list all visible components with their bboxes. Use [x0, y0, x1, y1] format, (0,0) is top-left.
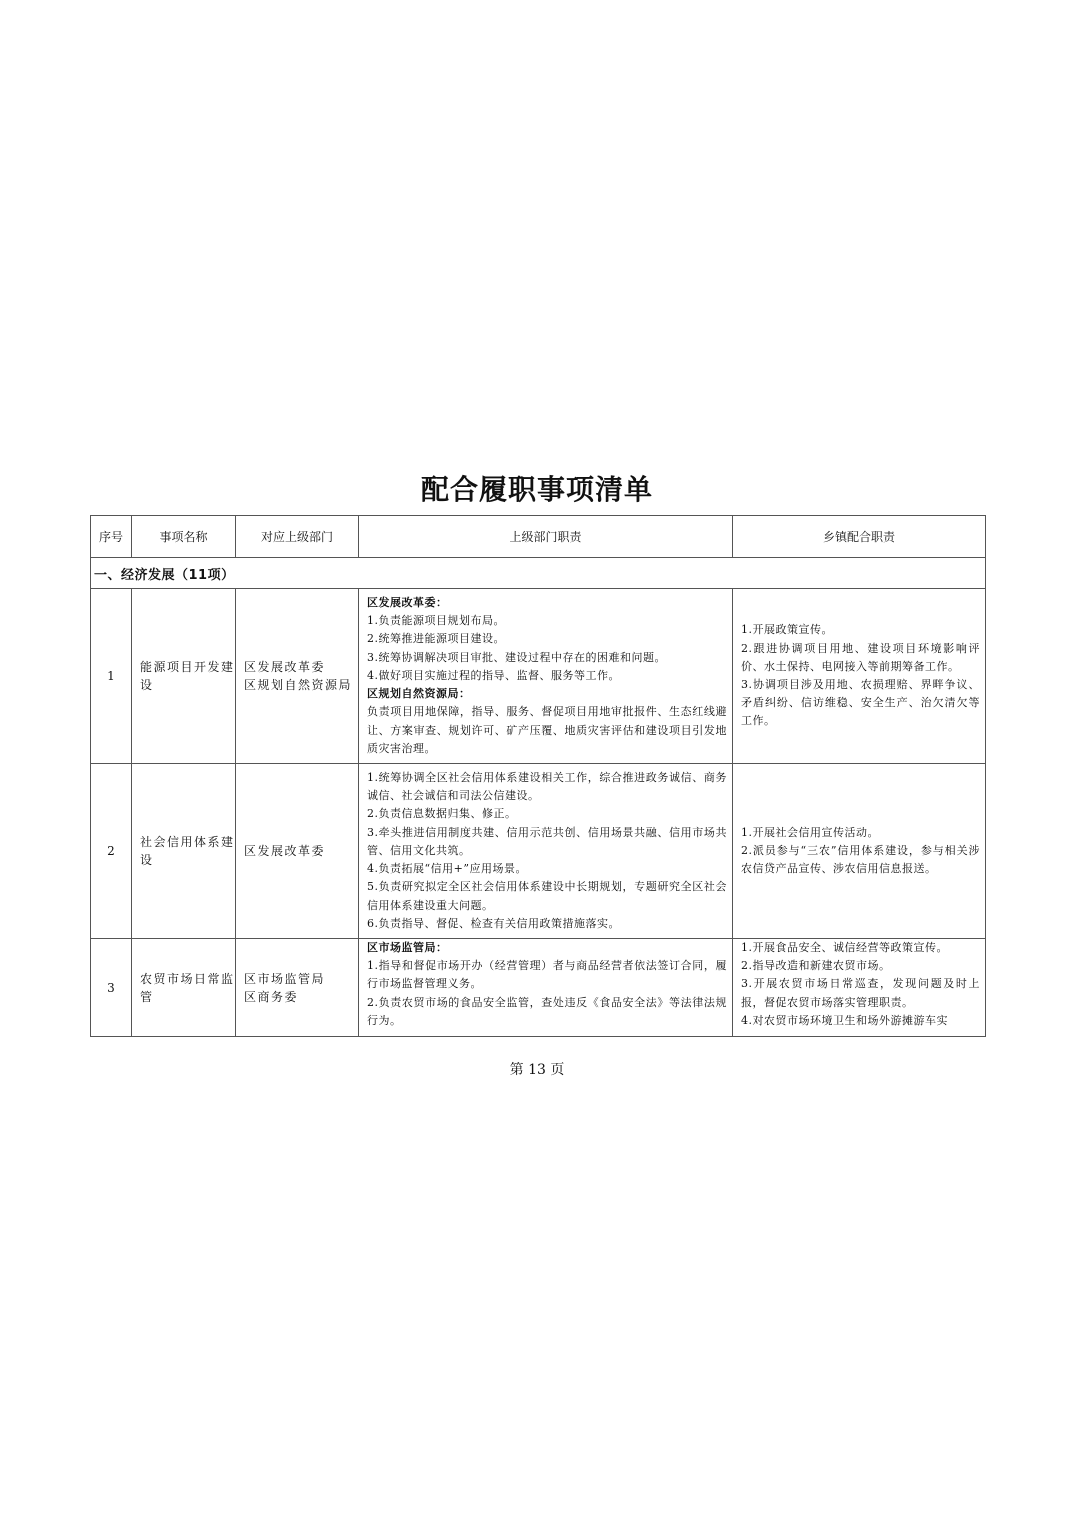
town-line: 3.协调项目涉及用地、农损理赔、界畔争议、矛盾纠纷、信访维稳、安全生产、治欠清欠等工作。: [741, 678, 980, 728]
duty-dept-heading: 区规划自然资源局：: [367, 687, 471, 701]
town-line: 2.跟进协调项目用地、建设项目环境影响评价、水土保持、电网接入等前期筹备工作。: [741, 641, 980, 673]
row-depts: [236, 589, 359, 764]
row-item-name: 农贸市场日常监管: [132, 939, 236, 1037]
duty-dept-heading: 区发展改革委：: [367, 596, 448, 610]
header-row: [91, 516, 986, 558]
dept-line: 区发展改革委: [244, 844, 326, 858]
duty-line: 4.负责拓展“信用+”应用场景。: [367, 862, 527, 876]
duty-line: 2.统筹推进能源项目建设。: [367, 632, 505, 646]
dept-line: 区规划自然资源局: [244, 678, 353, 692]
duty-line: 1.指导和督促市场开办（经营管理）者与商品经营者依法签订合同，履行市场监督管理义务。: [367, 959, 727, 991]
section-row: [91, 558, 986, 589]
row-seq: 3: [91, 939, 132, 1037]
row-town-clip: [741, 939, 980, 1036]
duty-line: 1.统筹协调全区社会信用体系建设相关工作，综合推进政务诚信、商务诚信、社会诚信和司法公信建设。: [367, 771, 727, 803]
duty-dept-heading: 区市场监管局：: [367, 941, 448, 954]
row-duty-clip: [367, 939, 727, 1036]
duty-line: 负责项目用地保障，指导、服务、督促项目用地审批报件、生态红线避让、方案审查、规划许可、矿产压覆、地质灾害评估和建设项目引发地质灾害治理。: [367, 705, 727, 755]
town-line: 2.派员参与“三农”信用体系建设，参与相关涉农信贷产品宣传、涉农信用信息报送。: [741, 843, 980, 876]
duty-table: [90, 515, 986, 1037]
town-line: 2.指导改造和新建农贸市场。: [741, 959, 891, 973]
row-seq: 1: [91, 589, 132, 764]
row-item-name: 能源项目开发建设: [132, 589, 236, 764]
dept-line: 区商务委: [244, 989, 299, 1004]
duty-line: 2.负责农贸市场的食品安全监管，查处违反《食品安全法》等法律法规行为。: [367, 995, 727, 1027]
row-seq: 2: [91, 764, 132, 939]
duty-line: 4.做好项目实施过程的指导、监督、服务等工作。: [367, 668, 620, 682]
page-number: 第 13 页: [509, 1062, 565, 1078]
row-depts: [236, 764, 359, 939]
town-line: 1.开展社会信用宣传活动。: [741, 825, 879, 839]
header-name: 事项名称: [132, 516, 236, 558]
header-dept: 对应上级部门: [236, 516, 359, 558]
town-line: 3.开展农贸市场日常巡查，发现问题及时上报，督促农贸市场落实管理职责。: [741, 977, 980, 1009]
town-line: 1.开展食品安全、诚信经营等政策宣传。: [741, 941, 948, 954]
header-town: 乡镇配合职责: [733, 516, 986, 558]
header-duty: 上级部门职责: [359, 516, 733, 558]
row-town-duty: [733, 939, 986, 1037]
section-title: 一、经济发展（11项）: [91, 558, 986, 589]
document-title: 配合履职事项清单: [420, 473, 653, 506]
row-duty: [359, 764, 733, 939]
table-row: [91, 589, 986, 764]
duty-line: 1.负责能源项目规划布局。: [367, 614, 505, 628]
row-duty: [359, 939, 733, 1037]
row-depts: [236, 939, 359, 1037]
duty-line: 6.负责指导、督促、检查有关信用政策措施落实。: [367, 916, 620, 930]
dept-line: 区市场监管局: [244, 971, 326, 986]
duty-line: 3.牵头推进信用制度共建、信用示范共创、信用场景共融、信用市场共管、信用文化共筑。: [367, 825, 727, 857]
row-duty: [359, 589, 733, 764]
duty-line: 2.负责信息数据归集、修正。: [367, 807, 517, 821]
row-town-duty: [733, 589, 986, 764]
header-seq: 序号: [91, 516, 132, 558]
town-line: 4.对农贸市场环境卫生和场外游摊游车实: [741, 1013, 948, 1027]
table-row: [91, 764, 986, 939]
row-item-name: 社会信用体系建设: [132, 764, 236, 939]
duty-line: 3.统筹协调解决项目审批、建设过程中存在的困难和问题。: [367, 650, 666, 664]
dept-line: 区发展改革委: [244, 660, 326, 674]
row-town-duty: [733, 764, 986, 939]
duty-line: 5.负责研究拟定全区社会信用体系建设中长期规划，专题研究全区社会信用体系建设重大问题。: [367, 880, 727, 912]
table-row: [91, 939, 986, 1037]
town-line: 1.开展政策宣传。: [741, 623, 833, 637]
